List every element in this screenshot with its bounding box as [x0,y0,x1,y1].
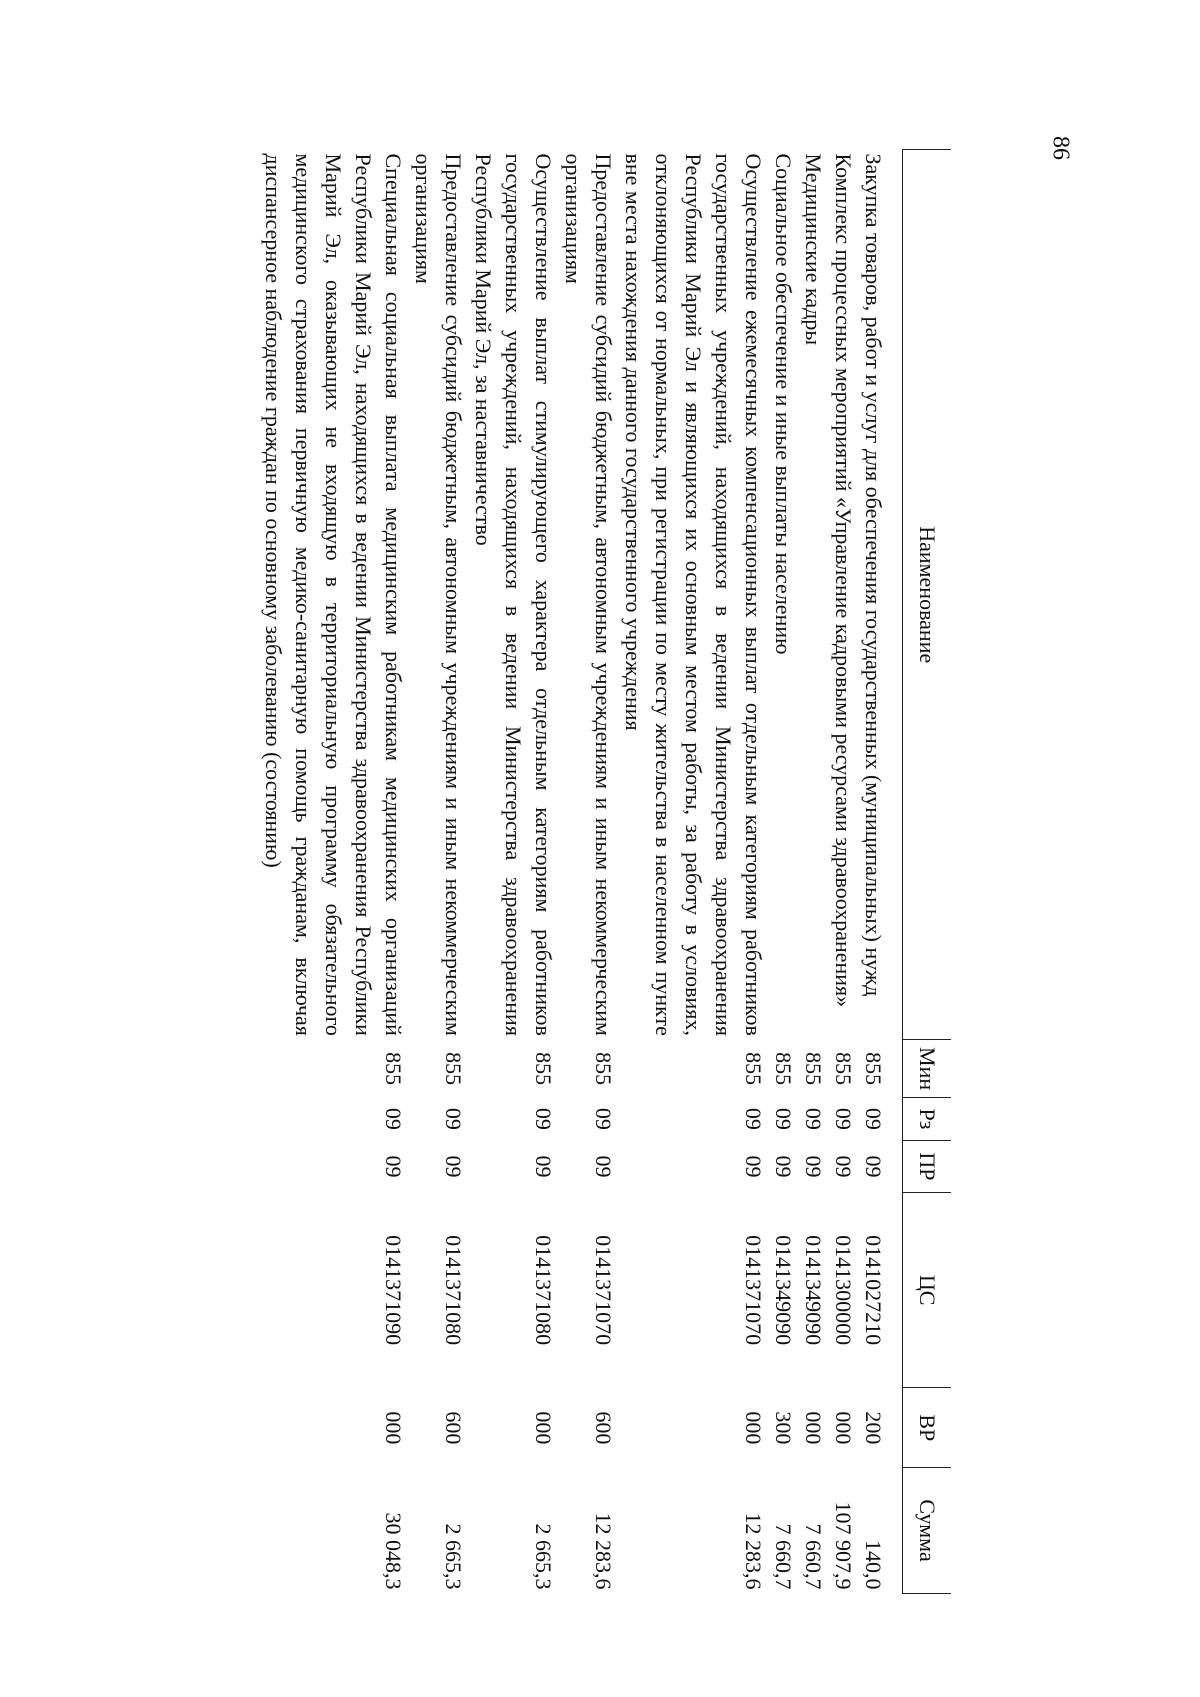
cell-name: Предоставление субсидий бюджетным, автономным учреждениям и иным некоммерческим организациям [411,153,466,1036]
cell-pr: 09 [531,1155,556,1178]
cell-vr: 000 [831,1411,856,1445]
cell-cs: 0141371080 [531,1235,556,1346]
header-name: Наименование [903,150,952,1040]
table-header-row [903,150,952,1594]
cell-vr: 000 [741,1411,766,1445]
cell-name: Медицинские кадры [801,153,826,346]
page-number: 86 [1047,136,1074,160]
cell-rz: 09 [771,1107,796,1130]
cell-rz: 09 [861,1107,886,1130]
table-row [798,150,828,1594]
cell-vr: 000 [381,1411,406,1445]
cell-pr: 09 [381,1155,406,1178]
cell-sum: 140,0 [861,1540,886,1590]
header-rz: Рз [903,1097,952,1140]
table-row [258,150,408,1594]
cell-cs: 0141371070 [741,1235,766,1346]
cell-vr: 600 [441,1411,466,1445]
cell-rz: 09 [831,1107,856,1130]
cell-pr: 09 [771,1155,796,1178]
cell-vr: 600 [591,1411,616,1445]
cell-vr: 300 [771,1411,796,1445]
cell-cs: 0141027210 [861,1235,886,1346]
budget-table [258,149,951,1594]
cell-min: 855 [861,1052,886,1086]
cell-name: Осуществление ежемесячных компенсационных выплат отдельным категориям работников государственных учреждений, находящихся в ведении Министерства здравоохранения Республики Марий Эл и являющихся их основным местом работы, за работу в условиях, отклоняющихся от нормальных, при регистрации по месту жительства в населенном пункте вне места нахождения данного государственного учреждения [621,153,766,1036]
table-row [468,150,558,1594]
cell-name: Социальное обеспечение и иные выплаты населению [771,153,796,655]
cell-pr: 09 [801,1155,826,1178]
cell-sum: 2 665,3 [441,1523,466,1590]
cell-name: Специальная социальная выплата медицинским работникам медицинских организаций Республики Марий Эл, находящихся в ведении Министерства здравоохранения Республики Марий Эл, оказывающих не входящую в территориальную программу обязательного медицинского страхования первичную медико-санитарную помощь гражданам, включая диспансерное наблюдение граждан по основному заболеванию (состоянию) [261,153,406,1036]
cell-min: 855 [741,1052,766,1086]
table-body [258,150,903,1594]
header-min: Мин [903,1040,952,1097]
cell-sum: 7 660,7 [801,1523,826,1590]
cell-pr: 09 [591,1155,616,1178]
cell-cs: 0141349090 [771,1235,796,1346]
header-vr: ВР [903,1388,952,1468]
cell-pr: 09 [831,1155,856,1178]
cell-min: 855 [831,1052,856,1086]
cell-sum: 12 283,6 [741,1512,766,1590]
cell-sum: 12 283,6 [591,1512,616,1590]
cell-pr: 09 [741,1155,766,1178]
cell-vr: 200 [861,1411,886,1445]
table-row [408,150,468,1594]
cell-rz: 09 [531,1107,556,1130]
cell-pr: 09 [861,1155,886,1178]
table-row [768,150,798,1594]
table-row [618,150,768,1594]
cell-sum: 30 048,3 [381,1512,406,1590]
header-cs: ЦС [903,1192,952,1388]
cell-rz: 09 [801,1107,826,1130]
header-pr: ПР [903,1141,952,1193]
cell-rz: 09 [741,1107,766,1130]
cell-name: Закупка товаров, работ и услуг для обеспечения государственных (муниципальных) нужд [861,153,886,997]
cell-rz: 09 [591,1107,616,1130]
table-row [828,150,858,1594]
cell-cs: 0141300000 [831,1235,856,1346]
cell-cs: 0141349090 [801,1235,826,1346]
cell-sum: 2 665,3 [531,1523,556,1590]
budget-table-sheet [207,149,951,1594]
table-row [558,150,618,1594]
header-sum: Сумма [903,1468,952,1594]
cell-vr: 000 [531,1411,556,1445]
cell-rz: 09 [441,1107,466,1130]
cell-cs: 0141371090 [381,1235,406,1346]
cell-sum: 107 907,9 [831,1501,856,1590]
cell-name: Осуществление выплат стимулирующего характера отдельным категориям работников государственных учреждений, находящихся в ведении Министерства здравоохранения Республики Марий Эл, за наставничество [471,153,556,1036]
cell-min: 855 [771,1052,796,1086]
cell-min: 855 [381,1052,406,1086]
cell-name: Предоставление субсидий бюджетным, автономным учреждениям и иным некоммерческим организациям [561,153,616,1036]
cell-rz: 09 [381,1107,406,1130]
cell-name: Комплекс процессных мероприятий «Управление кадровыми ресурсами здравоохранения» [831,153,856,1008]
cell-min: 855 [801,1052,826,1086]
cell-pr: 09 [441,1155,466,1178]
cell-vr: 000 [801,1411,826,1445]
table-row [858,150,903,1594]
cell-min: 855 [591,1052,616,1086]
cell-min: 855 [441,1052,466,1086]
cell-sum: 7 660,7 [771,1523,796,1590]
cell-cs: 0141371080 [441,1235,466,1346]
cell-cs: 0141371070 [591,1235,616,1346]
cell-min: 855 [531,1052,556,1086]
